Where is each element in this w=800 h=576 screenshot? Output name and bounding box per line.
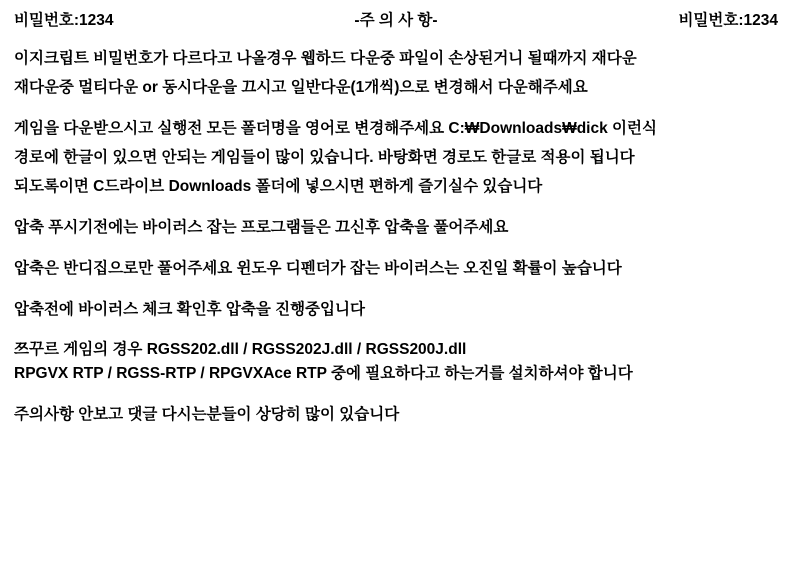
paragraph-antivirus-off <box>14 215 786 240</box>
notice-body <box>14 46 786 427</box>
notice-line: RPGVX RTP / RGSS-RTP / RPGVXAce RTP 중에 필요하다고 하는거를 설치하셔야 합니다 <box>14 365 633 382</box>
notice-line: 주의사항 안보고 댓글 다시는분들이 상당히 많이 있습니다 <box>14 406 400 423</box>
notice-line: 경로에 한글이 있으면 안되는 게임들이 많이 있습니다. 바탕화면 경로도 한글로 적용이 됩니다 <box>14 149 635 166</box>
paragraph-rtp-requirements <box>14 338 786 386</box>
notice-line: 압축 푸시기전에는 바이러스 잡는 프로그램들은 끄신후 압축을 풀어주세요 <box>14 219 509 236</box>
notice-line: 되도록이면 C드라이브 Downloads 폴더에 넣으시면 편하게 즐기실수 있습니다 <box>14 178 543 195</box>
paragraph-download-resume <box>14 46 786 100</box>
notice-line: 압축은 반디집으로만 풀어주세요 윈도우 디펜더가 잡는 바이러스는 오진일 확률이 높습니다 <box>14 260 622 277</box>
paragraph-virus-check <box>14 297 786 322</box>
notice-line: 쯔꾸르 게임의 경우 RGSS202.dll / RGSS202J.dll / RGSS200J.dll <box>14 341 467 358</box>
password-label-left: 비밀번호:1234 <box>14 12 114 29</box>
notice-line: 압축전에 바이러스 체크 확인후 압축을 진행중입니다 <box>14 301 365 318</box>
document-header <box>14 8 786 34</box>
paragraph-folder-rename <box>14 116 786 199</box>
paragraph-read-notice <box>14 402 786 427</box>
paragraph-bandizip <box>14 256 786 281</box>
password-label-right: 비밀번호:1234 <box>678 12 778 29</box>
notice-line: 이지크립트 비밀번호가 다르다고 나올경우 웹하드 다운중 파일이 손상된거니 될때까지 재다운 <box>14 50 637 67</box>
notice-line: 게임을 다운받으시고 실행전 모든 폴더명을 영어로 변경해주세요 C:₩Downloads₩dick 이런식 <box>14 120 657 137</box>
page-title: -주 의 사 항- <box>354 12 438 29</box>
notice-line: 재다운중 멀티다운 or 동시다운을 끄시고 일반다운(1개씩)으로 변경해서 다운해주세요 <box>14 79 588 96</box>
